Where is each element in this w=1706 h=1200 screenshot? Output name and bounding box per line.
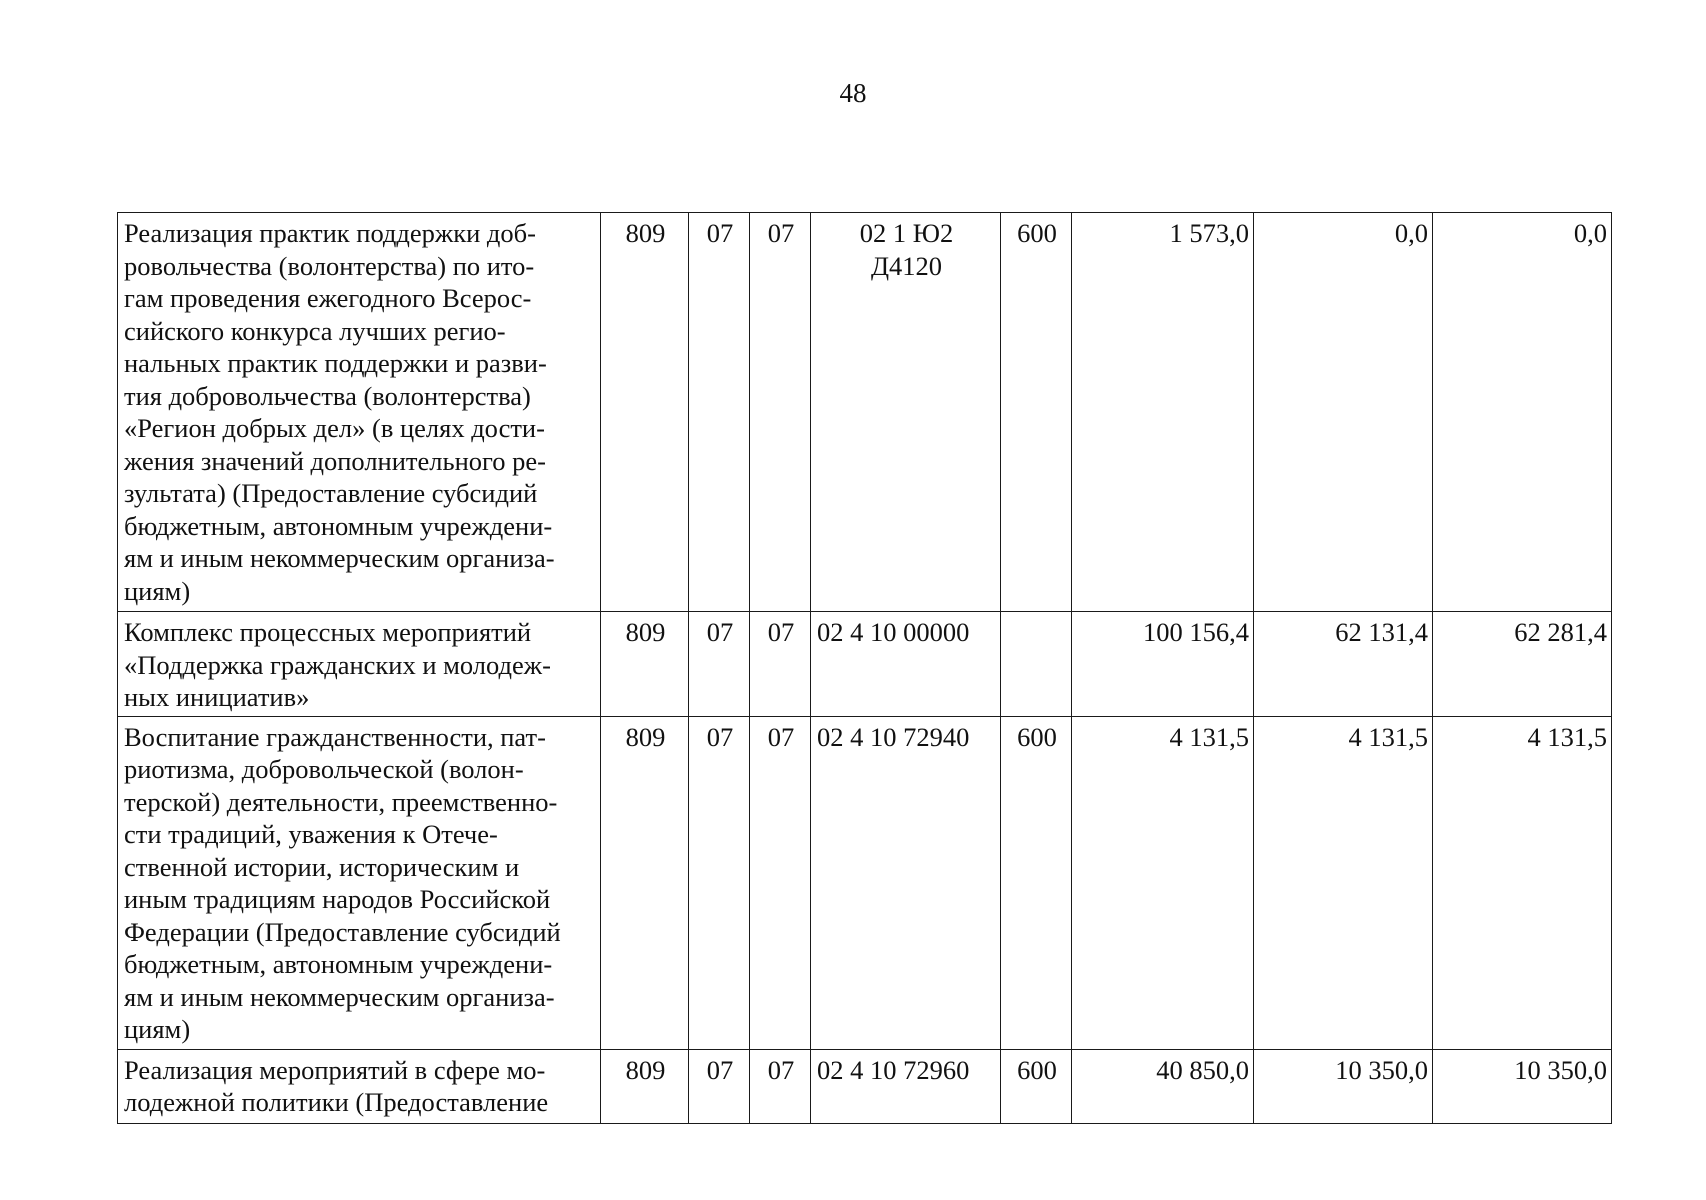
row-name-cell bbox=[118, 612, 601, 717]
row-name-line: Реализация практик поддержки доб- bbox=[124, 218, 536, 248]
row-name-line: «Регион добрых дел» (в целях дости- bbox=[124, 413, 545, 443]
row-name-line: «Поддержка гражданских и молодеж- bbox=[124, 649, 551, 680]
amount-year2-cell: 10 350,0 bbox=[1254, 1049, 1433, 1123]
amount-year1-cell: 40 850,0 bbox=[1072, 1049, 1254, 1123]
ministry-code-cell: 809 bbox=[601, 716, 689, 1049]
row-name-line: бюджетным, автономным учреждени- bbox=[124, 949, 553, 979]
row-name-line: риотизма, добровольческой (волон- bbox=[124, 754, 524, 784]
subsection-cell: 07 bbox=[750, 612, 811, 717]
expense-type-cell: 600 bbox=[1001, 716, 1072, 1049]
row-name-line: иным традициям народов Российской bbox=[124, 884, 551, 914]
target-article-line: 02 4 10 72960 bbox=[817, 1054, 970, 1085]
amount-year3-cell: 4 131,5 bbox=[1433, 716, 1612, 1049]
row-name-line: бюджетным, автономным учреждени- bbox=[124, 510, 553, 541]
amount-year3-cell: 62 281,4 bbox=[1433, 612, 1612, 717]
expense-type-cell: 600 bbox=[1001, 1049, 1072, 1123]
row-name-line: ственной истории, историческим и bbox=[124, 851, 520, 882]
amount-year1-cell: 4 131,5 bbox=[1072, 716, 1254, 1049]
ministry-code-cell: 809 bbox=[601, 1049, 689, 1123]
row-name-line: сийского конкурса лучших регио- bbox=[124, 315, 506, 346]
section-cell: 07 bbox=[689, 612, 750, 717]
row-name-cell bbox=[118, 1049, 601, 1123]
page-number: 48 bbox=[839, 78, 867, 108]
row-name-line: гам проведения ежегодного Всерос- bbox=[124, 283, 532, 313]
budget-table bbox=[117, 212, 1612, 1124]
table-row bbox=[118, 213, 1612, 612]
target-article-line: 02 1 Ю2 bbox=[859, 218, 954, 248]
row-name-line: ровольчества (волонтерства) по ито- bbox=[124, 250, 535, 281]
expense-type-cell bbox=[1001, 612, 1072, 717]
ministry-code-cell: 809 bbox=[601, 213, 689, 612]
row-name-line: сти традиций, уважения к Отече- bbox=[124, 819, 498, 849]
ministry-code-cell: 809 bbox=[601, 612, 689, 717]
row-name-line: Федерации (Предоставление субсидий bbox=[124, 916, 561, 947]
row-name-line: нальных практик поддержки и разви- bbox=[124, 348, 547, 378]
row-name-line: ных инициатив» bbox=[124, 682, 310, 712]
target-article-cell bbox=[811, 213, 1001, 612]
row-name-cell bbox=[118, 213, 601, 612]
target-article-line: Д4120 bbox=[870, 250, 943, 281]
row-name-line: терской) деятельности, преемственно- bbox=[124, 786, 558, 817]
row-name-cell bbox=[118, 716, 601, 1049]
row-name-line: Комплекс процессных мероприятий bbox=[124, 617, 532, 647]
amount-year3-cell: 10 350,0 bbox=[1433, 1049, 1612, 1123]
row-name-line: Воспитание гражданственности, пат- bbox=[124, 721, 546, 752]
row-name-line: тия добровольчества (волонтерства) bbox=[124, 380, 531, 411]
amount-year2-cell: 62 131,4 bbox=[1254, 612, 1433, 717]
table-row bbox=[118, 612, 1612, 717]
section-cell: 07 bbox=[689, 716, 750, 1049]
table-row bbox=[118, 1049, 1612, 1123]
amount-year2-cell: 0,0 bbox=[1254, 213, 1433, 612]
amount-year1-cell: 100 156,4 bbox=[1072, 612, 1254, 717]
row-name-line: циям) bbox=[124, 575, 191, 606]
row-name-line: циям) bbox=[124, 1014, 191, 1044]
section-cell: 07 bbox=[689, 213, 750, 612]
target-article-line: 02 4 10 72940 bbox=[817, 721, 970, 752]
target-article-line: 02 4 10 00000 bbox=[817, 617, 970, 647]
target-article-cell bbox=[811, 716, 1001, 1049]
section-cell: 07 bbox=[689, 1049, 750, 1123]
expense-type-cell: 600 bbox=[1001, 213, 1072, 612]
amount-year1-cell: 1 573,0 bbox=[1072, 213, 1254, 612]
table-row bbox=[118, 716, 1612, 1049]
subsection-cell: 07 bbox=[750, 213, 811, 612]
row-name-line: ям и иным некоммерческим организа- bbox=[124, 981, 555, 1012]
row-name-line: ям и иным некоммерческим организа- bbox=[124, 543, 555, 573]
subsection-cell: 07 bbox=[750, 716, 811, 1049]
amount-year2-cell: 4 131,5 bbox=[1254, 716, 1433, 1049]
target-article-cell bbox=[811, 612, 1001, 717]
row-name-line: жения значений дополнительного ре- bbox=[124, 445, 546, 476]
amount-year3-cell: 0,0 bbox=[1433, 213, 1612, 612]
row-name-line: зультата) (Предоставление субсидий bbox=[124, 478, 538, 508]
row-name-line: Реализация мероприятий в сфере мо- bbox=[124, 1054, 546, 1085]
subsection-cell: 07 bbox=[750, 1049, 811, 1123]
target-article-cell bbox=[811, 1049, 1001, 1123]
row-name-line: лодежной политики (Предоставление bbox=[124, 1087, 549, 1117]
